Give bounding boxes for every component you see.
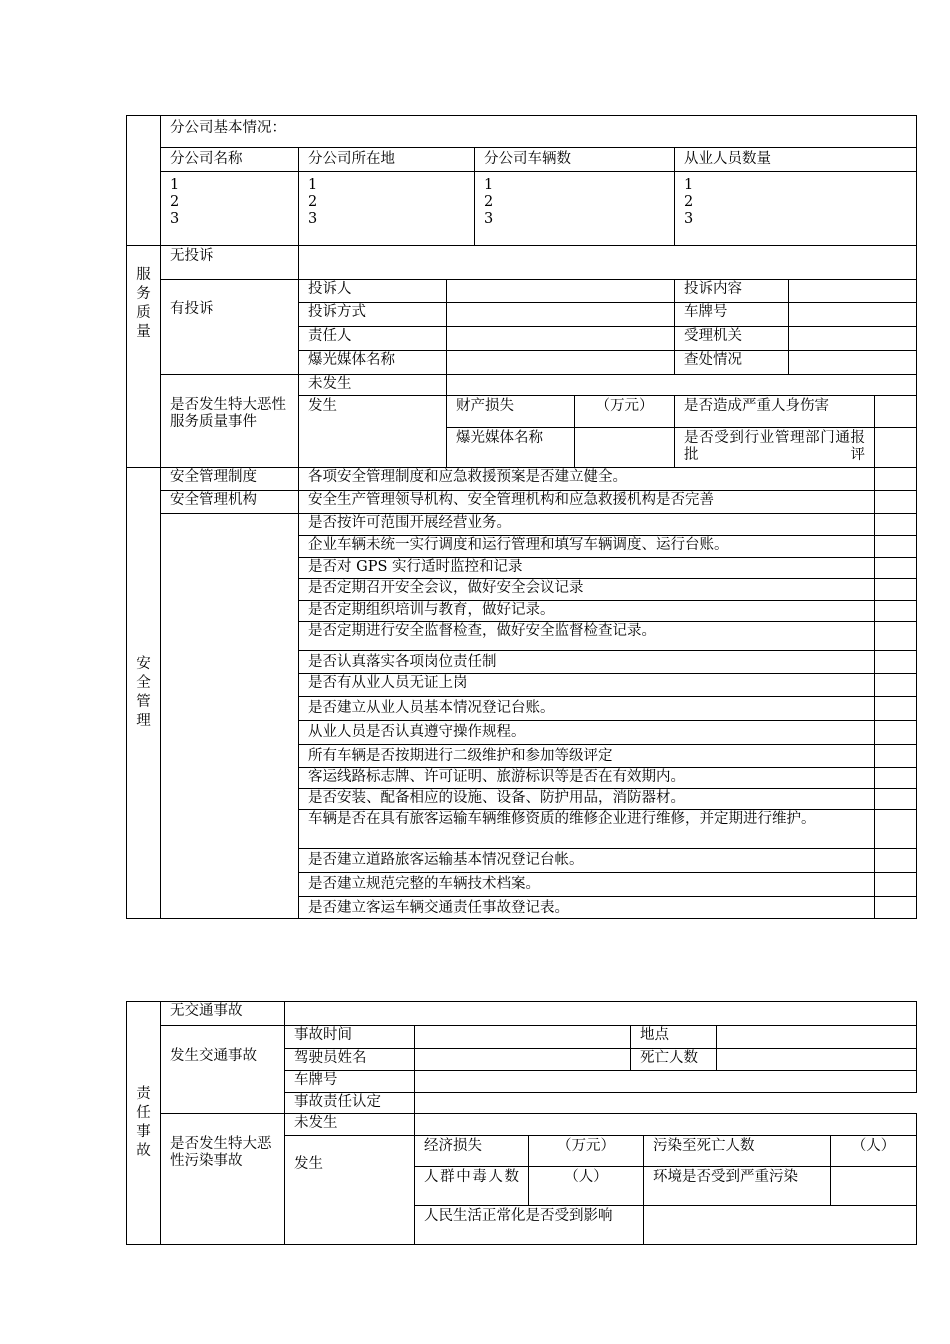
- safety-item-check[interactable]: [874, 744, 917, 768]
- safety-item-row: 从业人员是否认真遵守操作规程。: [298, 720, 875, 745]
- safety-item-row: 是否按许可范围开展经营业务。: [298, 513, 875, 536]
- col-header-branch-vehicles: 分公司车辆数: [474, 147, 675, 172]
- plate-label: 车牌号: [674, 302, 789, 327]
- safety-org-field[interactable]: [874, 490, 917, 514]
- branch-vehicles-values: 1 2 3: [474, 171, 675, 246]
- safety-item-row: 是否建立客运车辆交通责任事故登记表。: [298, 896, 875, 919]
- responsible-person-field[interactable]: [446, 326, 675, 351]
- complainant-label: 投诉人: [298, 279, 447, 303]
- accident-plate-field[interactable]: [414, 1070, 917, 1093]
- pollution-deaths-unit[interactable]: （人）: [830, 1135, 917, 1167]
- location-field[interactable]: [716, 1025, 917, 1049]
- safety-system-label: 安全管理制度: [160, 467, 299, 491]
- poisoned-label: 人群中毒人数: [414, 1166, 529, 1206]
- life-affected-field[interactable]: [643, 1205, 917, 1245]
- col-header-branch-name: 分公司名称: [160, 147, 299, 172]
- branch-section-label: [126, 115, 161, 246]
- no-complaint-field[interactable]: [298, 245, 917, 280]
- economic-loss-unit[interactable]: （万元）: [528, 1135, 644, 1167]
- safety-item-check[interactable]: [874, 535, 917, 558]
- complaint-content-field[interactable]: [788, 279, 917, 303]
- criticized-label: 是否受到行业管理部门通报批评: [674, 427, 875, 468]
- safety-item-check[interactable]: [874, 578, 917, 601]
- safety-item-row: 是否安装、配备相应的设施、设备、防护用品，消防器材。: [298, 788, 875, 810]
- safety-item-check[interactable]: [874, 767, 917, 789]
- pollution-occurred-label: 发生: [284, 1135, 415, 1245]
- pollution-not-occurred-field[interactable]: [414, 1113, 917, 1136]
- safety-section-label: 安全管理: [126, 467, 161, 919]
- safety-item-check[interactable]: [874, 848, 917, 873]
- safety-item-row: 是否定期进行安全监督检查，做好安全监督检查记录。: [298, 621, 875, 651]
- has-complaint-label: 有投诉: [160, 279, 299, 375]
- safety-item-row: 车辆是否在具有旅客运输车辆维修资质的维修企业进行维修，并定期进行维护。: [298, 809, 875, 849]
- safety-item-row: 是否对 GPS 实行适时监控和记录: [298, 557, 875, 579]
- accepting-agency-field[interactable]: [788, 326, 917, 351]
- safety-item-check[interactable]: [874, 513, 917, 536]
- env-polluted-label: 环境是否受到严重污染: [643, 1166, 831, 1206]
- poisoned-unit[interactable]: （人）: [528, 1166, 644, 1206]
- no-accident-label: 无交通事故: [160, 1001, 285, 1026]
- safety-item-check[interactable]: [874, 600, 917, 622]
- safety-item-check[interactable]: [874, 720, 917, 745]
- branch-location-values: 1 2 3: [298, 171, 475, 246]
- event-media-label: 爆光媒体名称: [446, 427, 575, 468]
- safety-org-label: 安全管理机构: [160, 490, 299, 514]
- serious-injury-label: 是否造成严重人身伤害: [674, 395, 875, 428]
- deaths-field[interactable]: [716, 1048, 917, 1071]
- major-service-event-label: 是否发生特大恶性服务质量事件: [160, 374, 299, 468]
- safety-item-row: 是否认真落实各项岗位责任制: [298, 650, 875, 674]
- safety-item-check[interactable]: [874, 809, 917, 849]
- safety-item-check[interactable]: [874, 621, 917, 651]
- responsibility-field[interactable]: [414, 1092, 917, 1114]
- safety-item-row: 是否定期召开安全会议，做好安全会议记录: [298, 578, 875, 601]
- safety-item-check[interactable]: [874, 557, 917, 579]
- pollution-not-occurred-label: 未发生: [284, 1113, 415, 1136]
- no-accident-field[interactable]: [284, 1001, 917, 1026]
- safety-item-check[interactable]: [874, 696, 917, 721]
- env-polluted-field[interactable]: [830, 1166, 917, 1206]
- complaint-method-field[interactable]: [446, 302, 675, 327]
- responsibility-label: 事故责任认定: [284, 1092, 415, 1114]
- liability-accident-section-label: 责任事故: [126, 1001, 161, 1245]
- handling-status-field[interactable]: [788, 350, 917, 375]
- major-pollution-label: 是否发生特大恶性污染事故: [160, 1113, 285, 1245]
- safety-items-label-cell: [160, 513, 299, 919]
- property-loss-unit[interactable]: （万元）: [574, 395, 675, 428]
- exposure-media-label: 爆光媒体名称: [298, 350, 447, 375]
- safety-system-text: 各项安全管理制度和应急救援预案是否建立健全。: [298, 467, 875, 491]
- exposure-media-field[interactable]: [446, 350, 675, 375]
- safety-item-row: 企业车辆未统一实行调度和运行管理和填写车辆调度、运行台账。: [298, 535, 875, 558]
- col-header-staff-count: 从业人员数量: [674, 147, 917, 172]
- safety-item-check[interactable]: [874, 673, 917, 697]
- responsible-person-label: 责任人: [298, 326, 447, 351]
- has-accident-label: 发生交通事故: [160, 1025, 285, 1114]
- safety-org-text: 安全生产管理领导机构、安全管理机构和应急救援机构是否完善: [298, 490, 875, 514]
- economic-loss-label: 经济损失: [414, 1135, 529, 1167]
- pollution-deaths-label: 污染至死亡人数: [643, 1135, 831, 1167]
- staff-count-values: 1 2 3: [674, 171, 917, 246]
- safety-item-row: 客运线路标志牌、许可证明、旅游标识等是否在有效期内。: [298, 767, 875, 789]
- service-quality-section-label: 服务质量: [126, 245, 161, 468]
- life-affected-label: 人民生活正常化是否受到影响: [414, 1205, 644, 1245]
- no-complaint-label: 无投诉: [160, 245, 299, 280]
- driver-name-field[interactable]: [414, 1048, 631, 1071]
- accident-time-field[interactable]: [414, 1025, 631, 1049]
- branch-name-values: 1 2 3: [160, 171, 299, 246]
- safety-item-check[interactable]: [874, 788, 917, 810]
- property-loss-label: 财产损失: [446, 395, 575, 428]
- deaths-label: 死亡人数: [630, 1048, 717, 1071]
- safety-item-row: 是否定期组织培训与教育，做好记录。: [298, 600, 875, 622]
- accident-time-label: 事故时间: [284, 1025, 415, 1049]
- safety-item-row: 所有车辆是否按期进行二级维护和参加等级评定: [298, 744, 875, 768]
- safety-item-check[interactable]: [874, 650, 917, 674]
- accepting-agency-label: 受理机关: [674, 326, 789, 351]
- event-occurred-label: 发生: [298, 395, 447, 468]
- safety-system-field[interactable]: [874, 467, 917, 491]
- plate-field[interactable]: [788, 302, 917, 327]
- col-header-branch-location: 分公司所在地: [298, 147, 475, 172]
- location-label: 地点: [630, 1025, 717, 1049]
- driver-name-label: 驾驶员姓名: [284, 1048, 415, 1071]
- safety-item-row: 是否有从业人员无证上岗: [298, 673, 875, 697]
- branch-heading: 分公司基本情况：: [160, 115, 917, 148]
- safety-item-row: 是否建立从业人员基本情况登记台账。: [298, 696, 875, 721]
- complaint-method-label: 投诉方式: [298, 302, 447, 327]
- safety-item-row: 是否建立规范完整的车辆技术档案。: [298, 872, 875, 897]
- safety-item-check[interactable]: [874, 896, 917, 919]
- accident-plate-label: 车牌号: [284, 1070, 415, 1093]
- safety-item-check[interactable]: [874, 872, 917, 897]
- safety-item-row: 是否建立道路旅客运输基本情况登记台帐。: [298, 848, 875, 873]
- event-not-occurred-field[interactable]: [446, 374, 917, 396]
- handling-status-label: 查处情况: [674, 350, 789, 375]
- criticized-field[interactable]: [874, 427, 917, 468]
- serious-injury-field[interactable]: [874, 395, 917, 428]
- event-media-field[interactable]: [574, 427, 675, 468]
- complainant-field[interactable]: [446, 279, 675, 303]
- event-not-occurred-label: 未发生: [298, 374, 447, 396]
- complaint-content-label: 投诉内容: [674, 279, 789, 303]
